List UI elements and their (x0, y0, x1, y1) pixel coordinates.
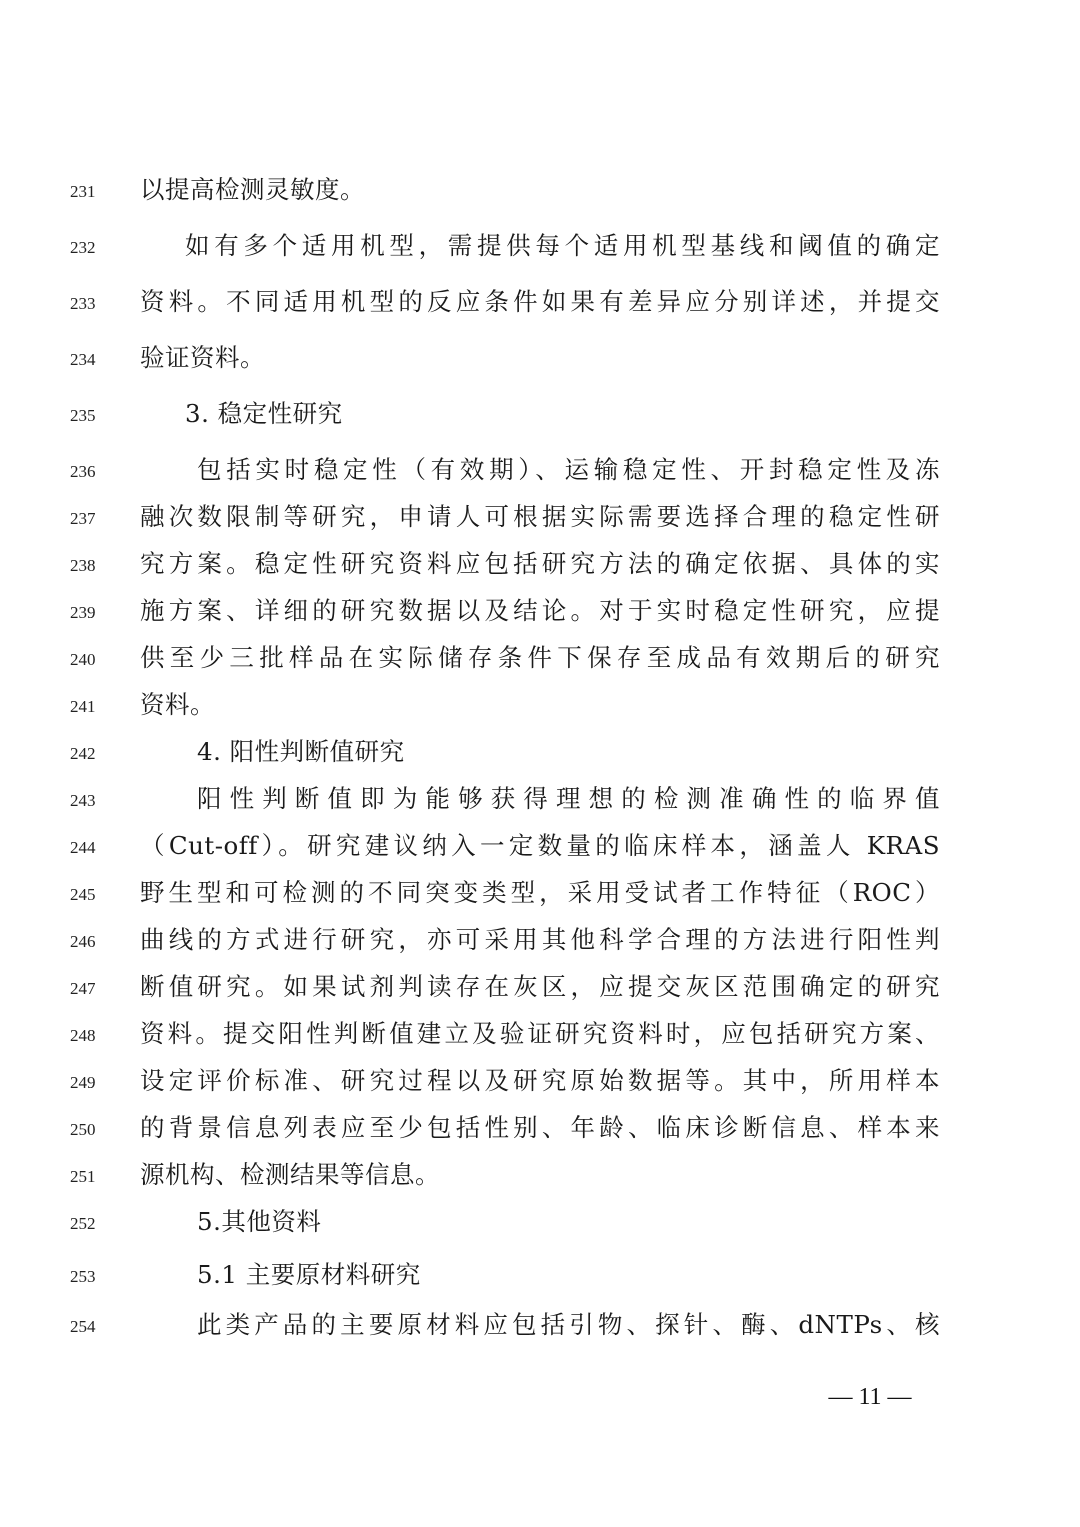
line-number: 254 (70, 1317, 96, 1336)
line-text: 5.1 主要原材料研究 (197, 1260, 421, 1289)
page-number: — 11 — (828, 1384, 912, 1410)
line-number: 242 (70, 744, 96, 763)
text-line (0, 685, 1080, 725)
line-number: 248 (70, 1026, 96, 1045)
text-line (0, 1108, 1080, 1148)
line-text: 资料。不同适用机型的反应条件如果有差异应分别详述，并提交 (140, 287, 940, 316)
line-text: （Cut-off）。研究建议纳入一定数量的临床样本，涵盖人 KRAS (140, 831, 940, 860)
text-line (0, 497, 1080, 537)
line-number: 253 (70, 1267, 96, 1286)
line-text: 供至少三批样品在实际储存条件下保存至成品有效期后的研究 (140, 643, 940, 672)
line-number: 238 (70, 556, 96, 575)
line-text: 曲线的方式进行研究，亦可采用其他科学合理的方法进行阳性判 (140, 925, 940, 954)
text-line (0, 1155, 1080, 1195)
section-heading (0, 394, 1080, 434)
text-line (0, 779, 1080, 819)
text-line (0, 967, 1080, 1007)
text-line (0, 591, 1080, 631)
line-number: 234 (70, 350, 96, 369)
line-text: 野生型和可检测的不同突变类型，采用受试者工作特征（ROC） (140, 878, 940, 907)
line-number: 251 (70, 1167, 96, 1186)
line-number: 231 (70, 182, 96, 201)
text-line (0, 826, 1080, 866)
line-text: 5.其他资料 (197, 1207, 322, 1236)
line-number: 250 (70, 1120, 96, 1139)
text-line (0, 1061, 1080, 1101)
text-line (0, 450, 1080, 490)
line-number: 240 (70, 650, 96, 669)
text-line (0, 338, 1080, 378)
text-line (0, 544, 1080, 584)
line-text: 断值研究。如果试剂判读存在灰区，应提交灰区范围确定的研究 (140, 972, 940, 1001)
line-text: 3. 稳定性研究 (185, 399, 343, 428)
text-line (0, 638, 1080, 678)
line-text: 阳性判断值即为能够获得理想的检测准确性的临界值 (197, 784, 940, 813)
line-text: 融次数限制等研究，申请人可根据实际需要选择合理的稳定性研 (140, 502, 940, 531)
line-number: 246 (70, 932, 96, 951)
line-number: 252 (70, 1214, 96, 1233)
line-text: 施方案、详细的研究数据以及结论。对于实时稳定性研究，应提 (140, 596, 940, 625)
line-number: 243 (70, 791, 96, 810)
line-number: 239 (70, 603, 96, 622)
section-heading (0, 1202, 1080, 1242)
line-number: 233 (70, 294, 96, 313)
line-text: 验证资料。 (140, 343, 265, 372)
line-text: 设定评价标准、研究过程以及研究原始数据等。其中，所用样本 (140, 1066, 940, 1095)
text-line (0, 170, 1080, 210)
line-text: 的背景信息列表应至少包括性别、年龄、临床诊断信息、样本来 (140, 1113, 940, 1142)
line-number: 235 (70, 406, 96, 425)
text-line (0, 920, 1080, 960)
line-text: 4. 阳性判断值研究 (197, 737, 405, 766)
line-text: 包括实时稳定性（有效期）、运输稳定性、开封稳定性及冻 (197, 455, 940, 484)
section-heading (0, 732, 1080, 772)
line-number: 244 (70, 838, 96, 857)
text-line (0, 282, 1080, 322)
line-text: 源机构、检测结果等信息。 (140, 1160, 440, 1189)
line-number: 245 (70, 885, 96, 904)
section-heading (0, 1255, 1080, 1295)
line-number: 249 (70, 1073, 96, 1092)
line-number: 237 (70, 509, 96, 528)
line-text: 以提高检测灵敏度。 (140, 175, 365, 204)
text-line (0, 226, 1080, 266)
line-number: 232 (70, 238, 96, 257)
line-text: 究方案。稳定性研究资料应包括研究方法的确定依据、具体的实 (140, 549, 940, 578)
text-line (0, 1305, 1080, 1345)
line-text: 如有多个适用机型，需提供每个适用机型基线和阈值的确定 (185, 231, 940, 260)
text-line (0, 1014, 1080, 1054)
line-text: 资料。 (140, 690, 215, 719)
line-number: 236 (70, 462, 96, 481)
line-text: 此类产品的主要原材料应包括引物、探针、酶、dNTPs、核 (197, 1310, 940, 1339)
text-line (0, 873, 1080, 913)
line-number: 247 (70, 979, 96, 998)
line-text: 资料。提交阳性判断值建立及验证研究资料时，应包括研究方案、 (140, 1019, 940, 1048)
line-number: 241 (70, 697, 96, 716)
